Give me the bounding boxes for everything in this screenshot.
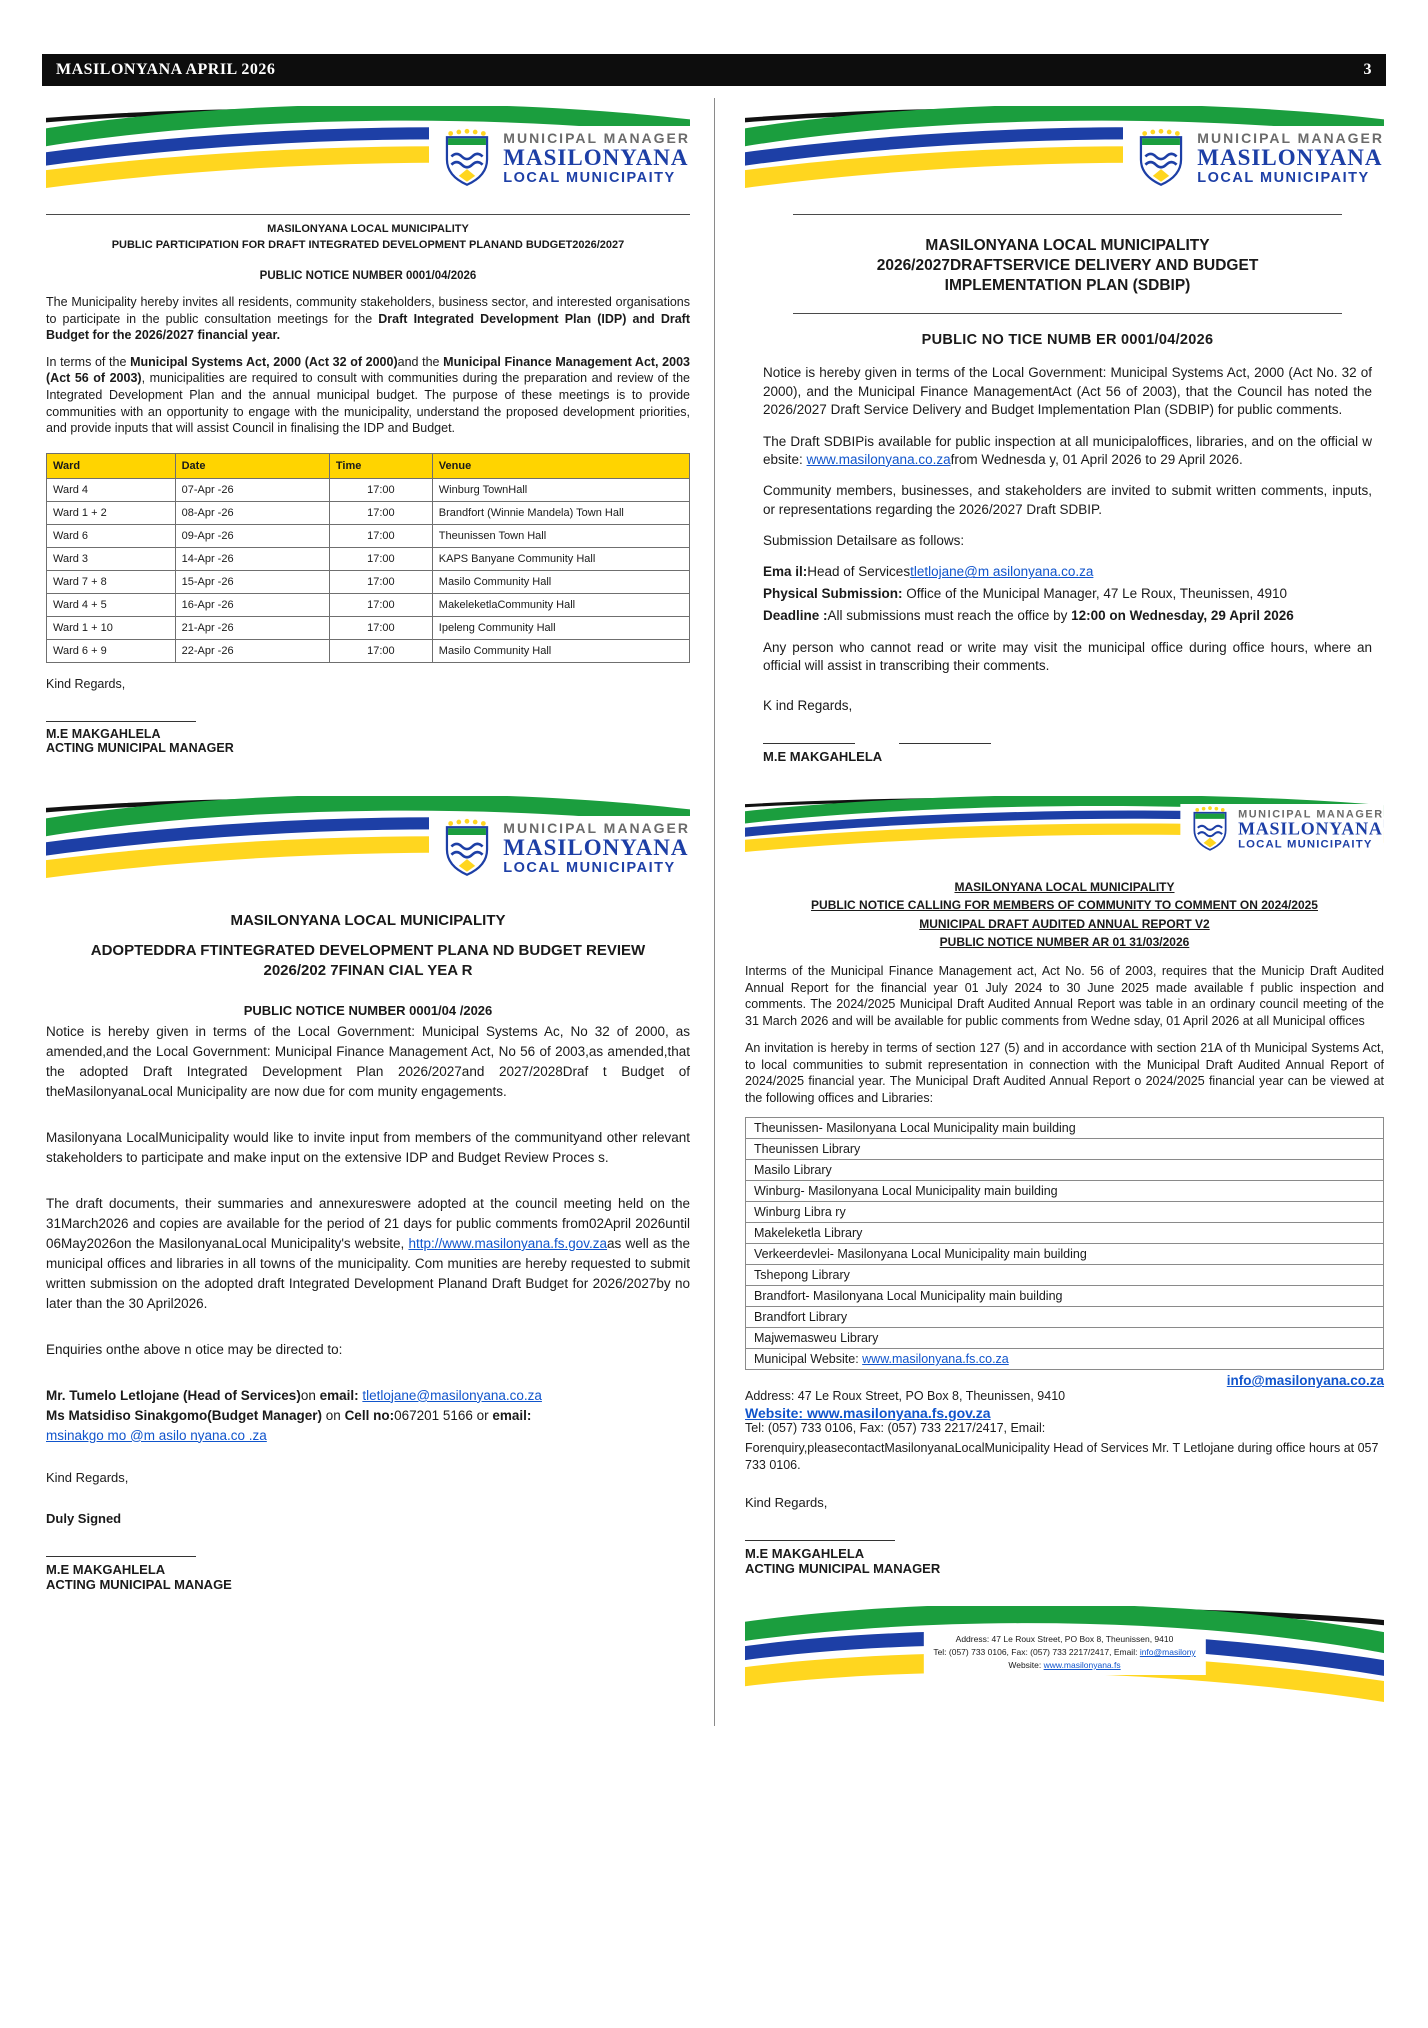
table-row xyxy=(47,570,690,593)
divider xyxy=(793,214,1341,215)
divider xyxy=(46,214,690,215)
paragraph: The Municipality hereby invites all residents, community stakeholders, business sector, and interested organisations to participate in the public consultation meetings for the Draft Integrated Development Plan (IDP) and Draft Budget for the 2026/2027 financial year. xyxy=(46,294,690,343)
notice-title-line1: PUBLIC NOTICE CALLING FOR MEMBERS OF COMMUNITY TO COMMENT ON 2024/2025 xyxy=(811,898,1318,913)
list-item: Theunissen Library xyxy=(746,1139,1384,1160)
deadline-line: Deadline :All submissions must reach the office by 12:00 on Wednesday, 29 April 2026 xyxy=(763,608,1294,624)
paragraph: Masilonyana LocalMunicipality would like to invite input from members of the communityand other relevant stakeholders to participate and make input on the extensive IDP and Budget Review Proces s. xyxy=(46,1130,690,1166)
table-row xyxy=(47,478,690,501)
list-item: Verkeerdevlei- Masilonyana Local Municipality main building xyxy=(746,1244,1384,1265)
footer-website-line: Website: www.masilonyana.fs xyxy=(1008,1660,1121,1670)
signatory-name: M.E MAKGAHLELA xyxy=(745,1545,865,1561)
email-link[interactable]: tletlojane@m asilonyana.co.za xyxy=(910,564,1094,580)
notice-number: PUBLIC NO TICE NUMB ER 0001/04/2026 xyxy=(921,332,1214,349)
paragraph: An invitation is hereby in terms of section 127 (5) and in accordance with section 21A of th Municipal Systems Act, to local communities to submit representation in connection with the Municipal Draft Audited Annual Report of 2024/2025 financial year. The Municipal Draft Audited Annual Report o 2024/2025 financial year can be viewed at the following offices and Libraries: xyxy=(745,1041,1384,1105)
col-header-time: Time xyxy=(329,453,432,478)
municipality-banner xyxy=(745,796,1384,870)
paragraph: Notice is hereby given in terms of the Local Government: Municipal Systems Ac, No 32 of 2000, as amended,and the Local Government: Municipal Finance Management Act, No 56 of 2003,as amended,that the adopted Draft Integrated Development Plan 2026/2027and 2027/2028Draf t Budget of theMasilonyanaLocal Municipality are now due for com munity engagements. xyxy=(46,1024,690,1100)
paragraph: The Draft SDBIPis available for public inspection at all municipaloffices, libraries, and on the official w ebsite: www.masilonyana.co.zafrom Wednesda y, 01 April 2026 to 29 April 2026. xyxy=(763,433,1372,467)
notices-grid xyxy=(42,98,1386,1726)
kind-regards: Kind Regards, xyxy=(46,676,126,691)
municipality-name: MASILONYANA xyxy=(1197,144,1383,170)
venue-cell: Theunissen Town Hall xyxy=(432,524,689,547)
municipality-banner xyxy=(745,106,1384,206)
address-line: Address: 47 Le Roux Street, PO Box 8, Theunissen, 9410 xyxy=(745,1389,1066,1404)
municipal-crest-icon xyxy=(1135,128,1187,188)
municipal-manager-label: MUNICIPAL MANAGER xyxy=(503,819,690,836)
website-link[interactable]: http://www.masilonyana.fs.gov.za xyxy=(408,1235,608,1251)
masthead xyxy=(42,54,1386,86)
notice-title: ADOPTEDDRA FTINTEGRATED DEVELOPMENT PLANA ND BUDGET REVIEW 2026/202 7FINAN CIAL YEA R xyxy=(90,941,646,979)
paragraph: Interms of the Municipal Finance Management act, Act No. 56 of 2003, requires that the Municip Draft Audited Annual Report for the financial year 01 July 2024 to 30 June 2025 made available f public inspection and comments. The 2024/2025 Municipal Draft Audited Annual Report was table in an ordinary council meeting of the 31 March 2026 and will be available for public comments from Wedne sday, 01 April 2026 at all Municipal offices xyxy=(745,964,1384,1028)
email-submission-line: Ema il:Head of Servicestletlojane@m asilonyana.co.za xyxy=(763,564,1094,580)
list-item: Makeleketla Library xyxy=(746,1223,1384,1244)
venue-cell: Winburg TownHall xyxy=(432,478,689,501)
notice-title-line2: IMPLEMENTATION PLAN (SDBIP) xyxy=(944,277,1191,295)
municipal-crest-icon xyxy=(441,818,493,878)
table-row xyxy=(47,524,690,547)
municipality-subtitle: LOCAL MUNICIPAITY xyxy=(503,170,676,187)
divider xyxy=(793,313,1341,314)
venue-cell: MakeleketlaCommunity Hall xyxy=(432,593,689,616)
time-cell: 17:00 xyxy=(329,639,432,662)
masthead-title: MASILONYANA APRIL 2026 xyxy=(56,61,276,78)
email-link[interactable]: msinakgo mo @m asilo nyana.co .za xyxy=(46,1427,267,1443)
ward-cell: Ward 1 + 2 xyxy=(47,501,176,524)
ward-cell: Ward 4 xyxy=(47,478,176,501)
time-cell: 17:00 xyxy=(329,478,432,501)
time-cell: 17:00 xyxy=(329,593,432,616)
list-item: Tshepong Library xyxy=(746,1265,1384,1286)
venue-cell: Masilo Community Hall xyxy=(432,570,689,593)
viewing-locations-table xyxy=(745,1117,1384,1370)
venue-cell: Brandfort (Winnie Mandela) Town Hall xyxy=(432,501,689,524)
paragraph: In terms of the Municipal Systems Act, 2000 (Act 32 of 2000)and the Municipal Finance Management Act, 2003 (Act 56 of 2003), municipalities are required to consult with communities during the preparation and review of the Integrated Development Plan and the annual municipal budget. The purpose of these meetings is to provide communities with an opportunity to engage with the municipality, understand the proposed development priorities, and provide inputs that will assist Council in finalising the IDP and Budget. xyxy=(46,354,690,436)
col-header-venue: Venue xyxy=(432,453,689,478)
signature-line xyxy=(46,1556,196,1557)
signatory-name: M.E MAKGAHLELA xyxy=(46,726,161,741)
kind-regards: Kind Regards, xyxy=(745,1494,828,1510)
signatory-title: ACTING MUNICIPAL MANAGE xyxy=(46,1576,232,1592)
date-cell: 22-Apr -26 xyxy=(175,639,329,662)
col-header-date: Date xyxy=(175,453,329,478)
notice-title-line1: 2026/2027DRAFTSERVICE DELIVERY AND BUDGET xyxy=(876,257,1259,275)
ward-cell: Ward 7 + 8 xyxy=(47,570,176,593)
footer-contact-text xyxy=(923,1630,1205,1676)
municipality-subtitle: LOCAL MUNICIPAITY xyxy=(503,859,676,876)
paragraph: The draft documents, their summaries and annexureswere adopted at the council meeting held on the 31March2026 and copies are available for the period of 21 days for public comments from02April 2026until 06May2026on the MasilonyanaLocal Municipality's website, http://www.masilonyana.fs.gov.zaas well as the municipal offices and libraries in all towns of the municipality. Com munities are hereby requested to submit written submission on the adopted draft Integrated Development Planand Draft Budget for 2026/2027by no later than the 30 April2026. xyxy=(46,1196,690,1311)
ward-cell: Ward 3 xyxy=(47,547,176,570)
time-cell: 17:00 xyxy=(329,547,432,570)
notice-org: MASILONYANA LOCAL MUNICIPALITY xyxy=(230,911,506,929)
website-link[interactable]: www.masilonyana.fs.co.za xyxy=(862,1352,1009,1367)
time-cell: 17:00 xyxy=(329,570,432,593)
list-item: Municipal Website: www.masilonyana.fs.co.za xyxy=(746,1349,1384,1370)
notice-org: MASILONYANA LOCAL MUNICIPALITY xyxy=(267,223,469,235)
paragraph: Any person who cannot read or write may visit the municipal office during office hours, where an official will assist in transcribing their comments. xyxy=(763,639,1372,674)
ward-cell: Ward 6 xyxy=(47,524,176,547)
notice-org: MASILONYANA LOCAL MUNICIPALITY xyxy=(954,879,1175,894)
municipality-name: MASILONYANA xyxy=(503,144,689,170)
table-row xyxy=(47,547,690,570)
email-link[interactable]: info@masilonyana.co.za xyxy=(1226,1373,1384,1389)
website-link[interactable]: www.masilonyana.fs.gov.za xyxy=(806,1404,991,1421)
signature-line xyxy=(745,1540,895,1541)
venue-cell: KAPS Banyane Community Hall xyxy=(432,547,689,570)
municipality-subtitle: LOCAL MUNICIPAITY xyxy=(1238,838,1373,851)
list-item: Masilo Library xyxy=(746,1160,1384,1181)
notice-public-participation xyxy=(42,98,714,788)
telephone-line: Tel: (057) 733 0106, Fax: (057) 733 2217/2417, Email: xyxy=(745,1421,1046,1436)
notice-number: PUBLIC NOTICE NUMBER AR 01 31/03/2026 xyxy=(939,935,1190,950)
signatory-name: M.E MAKGAHLELA xyxy=(763,748,883,764)
consultation-schedule-table xyxy=(46,453,690,663)
website-line: Website: www.masilonyana.fs.gov.za xyxy=(745,1404,991,1421)
paragraph: Community members, businesses, and stakeholders are invited to submit written comments, inputs, or representations regarding the 2026/2027 Draft SDBIP. xyxy=(763,483,1372,517)
list-item: Theunissen- Masilonyana Local Municipality main building xyxy=(746,1118,1384,1139)
ward-cell: Ward 1 + 10 xyxy=(47,616,176,639)
notice-number: PUBLIC NOTICE NUMBER 0001/04 /2026 xyxy=(243,1003,493,1019)
notice-number: PUBLIC NOTICE NUMBER 0001/04/2026 xyxy=(259,269,477,282)
notice-heading xyxy=(745,878,1384,952)
municipality-banner xyxy=(46,106,690,206)
kind-regards: Kind Regards, xyxy=(46,1469,129,1485)
kind-regards: K ind Regards, xyxy=(763,697,853,713)
municipal-manager-label: MUNICIPAL MANAGER xyxy=(503,129,690,146)
list-item: Brandfort- Masilonyana Local Municipality main building xyxy=(746,1286,1384,1307)
municipality-name: MASILONYANA xyxy=(1238,818,1383,838)
signatory-name: M.E MAKGAHLELA xyxy=(46,1561,166,1577)
date-cell: 08-Apr -26 xyxy=(175,501,329,524)
enquiries-intro: Enquiries onthe above n otice may be directed to: xyxy=(46,1341,343,1357)
municipal-manager-label: MUNICIPAL MANAGER xyxy=(1197,129,1384,146)
table-row xyxy=(47,616,690,639)
footer-website-link[interactable]: www.masilonyana.fs xyxy=(1043,1660,1121,1670)
physical-submission-line: Physical Submission: Office of the Municipal Manager, 47 Le Roux, Theunissen, 4910 xyxy=(763,586,1288,602)
signature-line xyxy=(763,743,1372,744)
signatory-title: ACTING MUNICIPAL MANAGER xyxy=(745,1560,941,1576)
notice-annual-report xyxy=(714,788,1386,1726)
contact-head-of-services: Mr. Tumelo Letlojane (Head of Services)on email: tletlojane@masilonyana.co.za Ms Matsidiso Sinakgomo(Budget Manager) on Cell no:067201 5166 or email: msinakgo mo @m asilo nyana.co .za xyxy=(46,1387,542,1443)
list-item: Winburg Libra ry xyxy=(746,1202,1384,1223)
time-cell: 17:00 xyxy=(329,524,432,547)
notice-org: MASILONYANA LOCAL MUNICIPALITY xyxy=(925,237,1210,254)
venue-cell: Masilo Community Hall xyxy=(432,639,689,662)
municipal-crest-icon xyxy=(1190,805,1231,852)
website-link[interactable]: www.masilonyana.co.za xyxy=(806,451,951,467)
table-row xyxy=(47,501,690,524)
date-cell: 07-Apr -26 xyxy=(175,478,329,501)
notice-title-line2: MUNICIPAL DRAFT AUDITED ANNUAL REPORT V2 xyxy=(919,916,1210,931)
time-cell: 17:00 xyxy=(329,501,432,524)
date-cell: 16-Apr -26 xyxy=(175,593,329,616)
notice-sdbip xyxy=(714,98,1386,788)
venue-cell: Ipeleng Community Hall xyxy=(432,616,689,639)
municipality-name: MASILONYANA xyxy=(503,834,689,860)
date-cell: 14-Apr -26 xyxy=(175,547,329,570)
signatory-title: ACTING MUNICIPAL MANAGER xyxy=(46,740,234,755)
municipal-crest-icon xyxy=(441,128,493,188)
footer-contact-band xyxy=(745,1606,1384,1702)
contact-details-block xyxy=(745,1373,1384,1475)
masthead-page-number: 3 xyxy=(1363,61,1372,78)
signature-line xyxy=(46,721,196,722)
footer-address-line: Address: 47 Le Roux Street, PO Box 8, Theunissen, 9410 xyxy=(955,1633,1174,1644)
notice-title: PUBLIC PARTICIPATION FOR DRAFT INTEGRATED DEVELOPMENT PLANAND BUDGET2026/2027 xyxy=(111,238,625,251)
ward-cell: Ward 6 + 9 xyxy=(47,639,176,662)
date-cell: 21-Apr -26 xyxy=(175,616,329,639)
table-header-row xyxy=(47,453,690,478)
time-cell: 17:00 xyxy=(329,616,432,639)
footer-tel-line: Tel: (057) 733 0106, Fax: (057) 733 2217/2417, Email: info@masilony xyxy=(933,1646,1196,1657)
municipality-subtitle: LOCAL MUNICIPAITY xyxy=(1197,170,1370,187)
list-item: Brandfort Library xyxy=(746,1307,1384,1328)
municipality-banner xyxy=(46,796,690,896)
municipal-manager-label: MUNICIPAL MANAGER xyxy=(1238,806,1384,820)
enquiry-line: Forenquiry,pleasecontactMasilonyanaLocalMunicipality Head of Services Mr. T Letlojane during office hours at 057 733 0106. xyxy=(745,1440,1379,1473)
list-item: Majwemasweu Library xyxy=(746,1328,1384,1349)
date-cell: 09-Apr -26 xyxy=(175,524,329,547)
paragraph: Notice is hereby given in terms of the Local Government: Municipal Systems Act, 2000 (Act No. 32 of 2000), and the Municipal Finance ManagementAct (Act 56 of 2003), that the Council has noted the 2026/2027 Draft Service Delivery and Budget Implementation Plan (SDBIP) for public comments. xyxy=(763,365,1372,418)
list-item: Winburg- Masilonyana Local Municipality main building xyxy=(746,1181,1384,1202)
notice-adopted-idp xyxy=(42,788,714,1726)
table-row xyxy=(47,593,690,616)
submission-intro: Submission Detailsare as follows: xyxy=(763,532,965,548)
col-header-ward: Ward xyxy=(47,453,176,478)
duly-signed-label: Duly Signed xyxy=(46,1510,122,1526)
ward-cell: Ward 4 + 5 xyxy=(47,593,176,616)
email-link[interactable]: tletlojane@masilonyana.co.za xyxy=(362,1387,542,1403)
date-cell: 15-Apr -26 xyxy=(175,570,329,593)
table-row xyxy=(47,639,690,662)
footer-email-link[interactable]: info@masilony xyxy=(1139,1646,1196,1657)
